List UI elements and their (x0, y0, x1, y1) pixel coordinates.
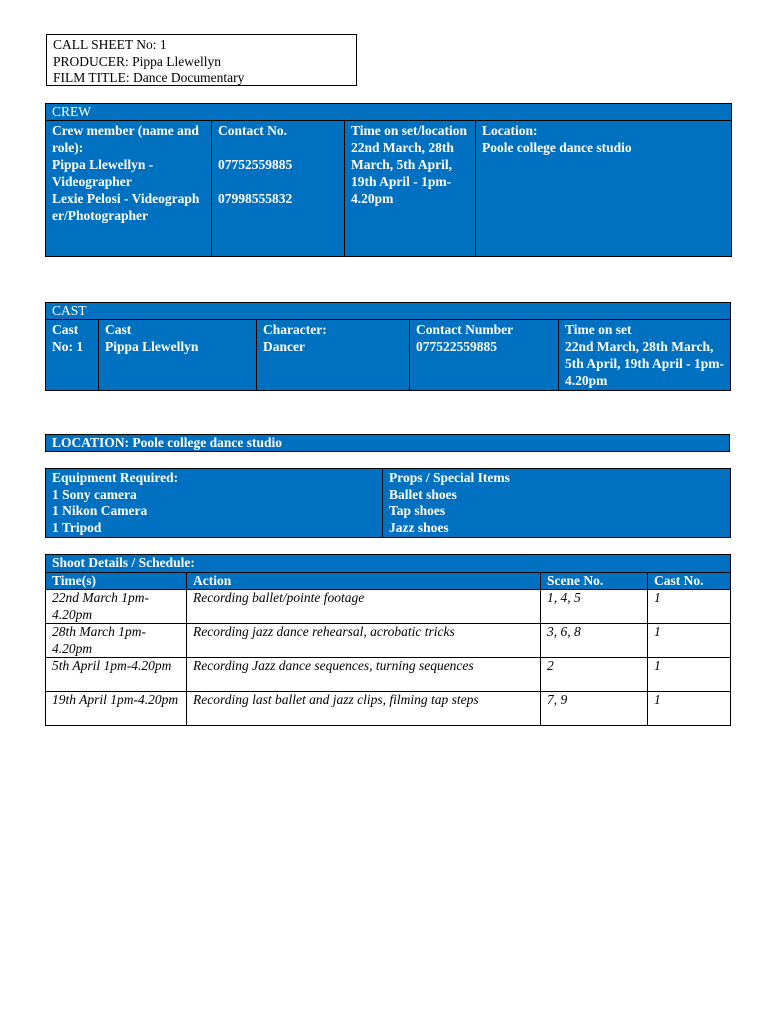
schedule-cast: 1 (648, 624, 731, 658)
schedule-header-action: Action (187, 572, 541, 590)
schedule-cast: 1 (648, 692, 731, 726)
crew-location-value: Poole college dance studio (482, 140, 632, 155)
schedule-time: 19th April 1pm-4.20pm (46, 692, 187, 726)
equipment-cell (46, 469, 383, 538)
schedule-cast: 1 (648, 658, 731, 692)
crew-member-1: Pippa Llewellyn - Videographer (52, 157, 154, 189)
cast-name-cell (99, 320, 257, 391)
table-row (46, 658, 731, 692)
producer: PRODUCER: Pippa Llewellyn (53, 53, 221, 69)
cast-contact-header: Contact Number (416, 322, 514, 337)
equipment-item: 1 Tripod (52, 519, 102, 535)
crew-contact-cell (212, 121, 345, 257)
schedule-time: 28th March 1pm-4.20pm (46, 624, 187, 658)
schedule-action: Recording last ballet and jazz clips, filming tap steps (187, 692, 541, 726)
film-title: FILM TITLE: Dance Documentary (53, 70, 245, 85)
schedule-time: 5th April 1pm-4.20pm (46, 658, 187, 692)
schedule-header-scene: Scene No. (541, 572, 648, 590)
table-row (46, 590, 731, 624)
schedule-cast: 1 (648, 590, 731, 624)
table-row (46, 692, 731, 726)
cast-character-cell (257, 320, 410, 391)
crew-location-cell (476, 121, 732, 257)
cast-title: CAST (46, 303, 731, 320)
call-sheet-number: CALL SHEET No: 1 (53, 37, 167, 52)
equipment-table (45, 468, 731, 538)
crew-location-header: Location: (482, 123, 538, 138)
crew-contact-2: 07998555832 (218, 191, 293, 206)
crew-time-header: Time on set/location (351, 123, 467, 138)
cast-contact: 077522559885 (416, 339, 497, 354)
crew-time-cell (345, 121, 476, 257)
schedule-time: 22nd March 1pm-4.20pm (46, 590, 187, 624)
cast-number: Cast No: 1 (46, 320, 99, 391)
cast-name: Pippa Llewellyn (105, 339, 199, 354)
location-table (45, 434, 730, 452)
props-item: Ballet shoes (389, 486, 457, 502)
table-row (46, 624, 731, 658)
equipment-header: Equipment Required: (52, 470, 179, 485)
schedule-action: Recording jazz dance rehearsal, acrobatic tricks (187, 624, 541, 658)
props-item: Tap shoes (389, 503, 446, 518)
schedule-header-cast: Cast No. (648, 572, 731, 590)
crew-time-value: 22nd March, 28th March, 5th April, 19th April - 1pm-4.20pm (351, 140, 454, 206)
crew-contact-1: 07752559885 (218, 157, 293, 172)
schedule-title: Shoot Details / Schedule: (46, 555, 731, 573)
cast-table (45, 302, 731, 391)
crew-title: CREW (46, 104, 732, 121)
crew-contact-header: Contact No. (218, 123, 287, 138)
schedule-action: Recording ballet/pointe footage (187, 590, 541, 624)
cast-time-cell (559, 320, 731, 391)
schedule-scene: 7, 9 (541, 692, 648, 726)
crew-member-cell (46, 121, 212, 257)
cast-time: 22nd March, 28th March, 5th April, 19th April - 1pm-4.20pm (565, 339, 725, 388)
location-text: LOCATION: Poole college dance studio (46, 435, 730, 452)
equipment-item: 1 Nikon Camera (52, 503, 148, 518)
props-item: Jazz shoes (389, 519, 449, 535)
schedule-scene: 2 (541, 658, 648, 692)
props-header: Props / Special Items (389, 470, 510, 485)
schedule-header-time: Time(s) (46, 572, 187, 590)
props-cell (383, 469, 731, 538)
cast-name-header: Cast (105, 322, 132, 337)
crew-member-header: Crew member (name and role): (52, 123, 199, 155)
crew-member-2: Lexie Pelosi - Videographer/Photographer (52, 191, 200, 223)
schedule-action: Recording Jazz dance sequences, turning sequences (187, 658, 541, 692)
schedule-scene: 3, 6, 8 (541, 624, 648, 658)
cast-character-header: Character: (263, 322, 327, 337)
equipment-item: 1 Sony camera (52, 486, 137, 502)
schedule-scene: 1, 4, 5 (541, 590, 648, 624)
schedule-table (45, 554, 731, 726)
call-sheet-header (46, 34, 357, 86)
crew-table (45, 103, 732, 257)
cast-character: Dancer (263, 339, 305, 354)
cast-time-header: Time on set (565, 322, 632, 337)
cast-contact-cell (410, 320, 559, 391)
